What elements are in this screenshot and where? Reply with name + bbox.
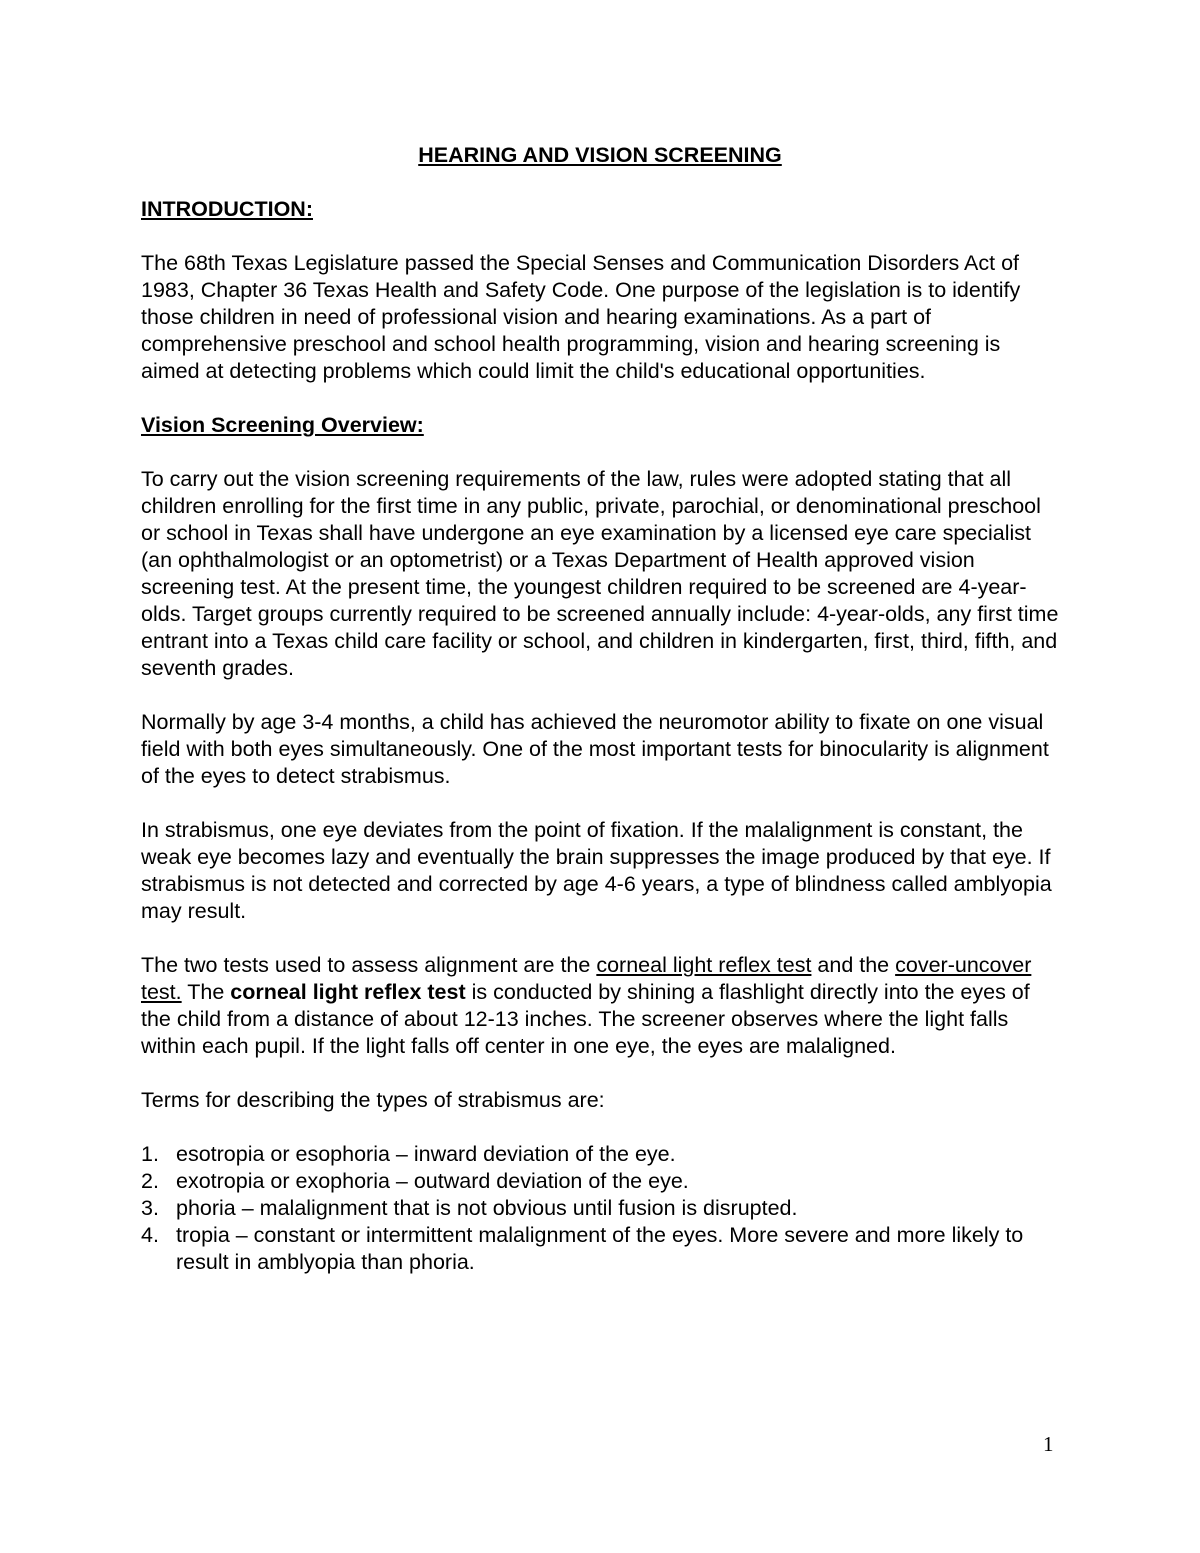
introduction-heading: INTRODUCTION:: [141, 197, 313, 221]
list-item-number: 1.: [141, 1142, 159, 1166]
terms-intro: Terms for describing the types of strabismus are:: [141, 1088, 605, 1112]
list-item: [141, 1222, 1059, 1276]
alignment-text-part2: and the: [811, 953, 896, 977]
alignment-tests-paragraph: [141, 952, 1059, 1060]
corneal-light-reflex-test-bold: corneal light reflex test: [230, 980, 466, 1004]
alignment-text-part1: The two tests used to assess alignment are the: [141, 953, 597, 977]
list-item-number: 3.: [141, 1196, 159, 1220]
list-item: [141, 1195, 1059, 1222]
list-item-text: tropia – constant or intermittent malalignment of the eyes. More severe and more likely to result in amblyopia than phoria.: [176, 1223, 1024, 1274]
vision-paragraph-strabismus: In strabismus, one eye deviates from the point of fixation. If the malalignment is constant, the weak eye becomes lazy and eventually the brain suppresses the image produced by that eye. If strabismus is not detected and corrected by age 4-6 years, a type of blindness called amblyopia may result.: [141, 818, 1052, 923]
list-item-number: 2.: [141, 1169, 159, 1193]
vision-paragraph-requirements: To carry out the vision screening requirements of the law, rules were adopted stating that all children enrolling for the first time in any public, private, parochial, or denominational preschool or school in Texas shall have undergone an eye examination by a licensed eye care specialist (an ophthalmologist or an optometrist) or a Texas Department of Health approved vision screening test. At the present time, the youngest children required to be screened are 4-year-olds. Target groups currently required to be screened annually include: 4-year-olds, any first time entrant into a Texas child care facility or school, and children in kindergarten, first, third, fifth, and seventh grades.: [141, 467, 1059, 680]
vision-screening-heading: Vision Screening Overview:: [141, 413, 424, 437]
list-item: [141, 1168, 1059, 1195]
cover-uncover-test-underlined: cover-uncover test.: [141, 953, 1032, 1004]
corneal-light-reflex-test-underlined: corneal light reflex test: [596, 953, 812, 977]
list-item-text: phoria – malalignment that is not obvious until fusion is disrupted.: [176, 1196, 798, 1220]
document-title: HEARING AND VISION SCREENING: [418, 143, 782, 167]
list-item-text: esotropia or esophoria – inward deviation of the eye.: [176, 1142, 676, 1166]
list-item: [141, 1141, 1059, 1168]
alignment-text-part4: is conducted by shining a flashlight directly into the eyes of the child from a distance of about 12-13 inches. The screener observes where the light falls within each pupil. If the light falls off center in one eye, the eyes are malaligned.: [141, 980, 1030, 1058]
vision-paragraph-neuromotor: Normally by age 3-4 months, a child has achieved the neuromotor ability to fixate on one visual field with both eyes simultaneously. One of the most important tests for binocularity is alignment of the eyes to detect strabismus.: [141, 710, 1049, 788]
list-item-number: 4.: [141, 1223, 159, 1247]
strabismus-terms-list: [141, 1141, 1059, 1276]
introduction-paragraph: The 68th Texas Legislature passed the Special Senses and Communication Disorders Act of 1983, Chapter 36 Texas Health and Safety Code. One purpose of the legislation is to identify those children in need of professional vision and hearing examinations. As a part of comprehensive preschool and school health programming, vision and hearing screening is aimed at detecting problems which could limit the child's educational opportunities.: [141, 251, 1021, 383]
list-item-text: exotropia or exophoria – outward deviation of the eye.: [176, 1169, 689, 1193]
page-number: 1: [1043, 1432, 1054, 1456]
alignment-text-part3: The: [181, 980, 231, 1004]
document-body: [141, 142, 1059, 1276]
